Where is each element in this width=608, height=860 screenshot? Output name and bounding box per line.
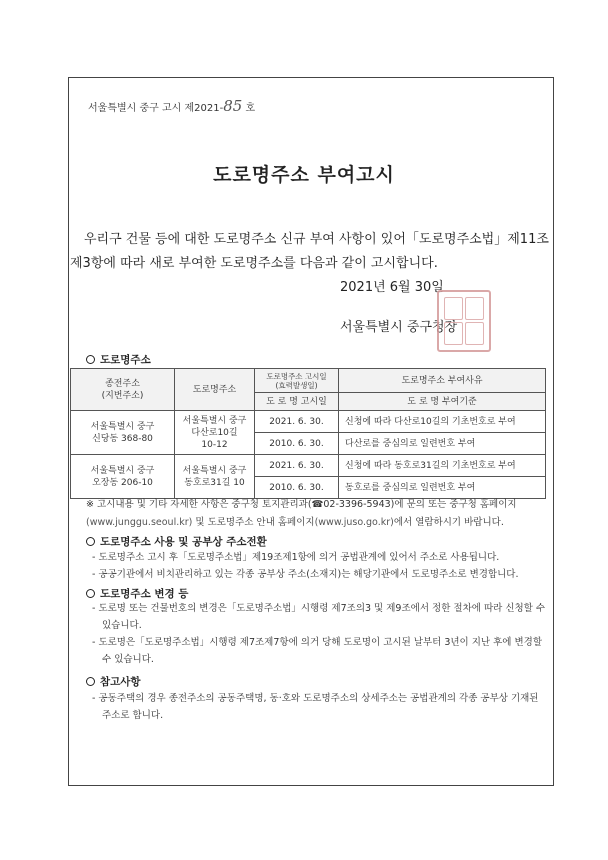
- cell-reason: 다산로를 중심의로 일련번호 부여: [339, 433, 546, 455]
- section-change: [86, 586, 188, 601]
- cell-reason: 신청에 따라 다산로10길의 기초번호로 부여: [339, 411, 546, 433]
- cell-notice-date: 2021. 6. 30.: [255, 411, 339, 433]
- note-star: ※: [86, 499, 94, 510]
- cell-notice-date: 2010. 6. 30.: [255, 433, 339, 455]
- cell-road-address: 서울특별시 중구 다산로10길 10-12: [175, 411, 255, 455]
- note-text: 고시내용 및 기타 자세한 사항은 중구청 토지관리과(☎02-3396-5943)에 문의 또는 중구청 홈페이지: [97, 499, 517, 510]
- header-lot-address: 종전주소 (지번주소): [71, 369, 175, 411]
- header-sub-notice: 도 로 명 고시일: [255, 393, 339, 411]
- list-item: - 공동주택의 경우 종전주소의 공동주택명, 동·호와 도로명주소의 상세주소는 공법관계의 각종 공부상 기재된 주소로 합니다.: [92, 693, 539, 721]
- notice-number-prefix: 서울특별시 중구 고시 제2021-: [88, 103, 224, 114]
- juso-homepage-link[interactable]: (www.juso.go.kr): [314, 517, 394, 528]
- list-item: - 도로명은「도로명주소법」시행령 제7조제7항에 의거 당해 도로명이 고시된 날부터 3년이 지난 후에 변경할 수 있습니다.: [92, 637, 543, 665]
- cell-reason: 신청에 따라 동호로31길의 기초번호로 부여: [339, 455, 546, 477]
- circle-bullet-icon: [86, 537, 95, 546]
- section-title-text: 도로명주소 사용 및 공부상 주소전환: [100, 536, 267, 548]
- circle-bullet-icon: [86, 677, 95, 686]
- circle-bullet-icon: [86, 589, 95, 598]
- list-item: - 공공기관에서 비치관리하고 있는 각종 공부상 주소(소재지)는 해당기관에서 도로명주소로 변경합니다.: [92, 569, 519, 580]
- list-item: - 도로명 또는 건물번호의 변경은「도로명주소법」시행령 제7조의3 및 제9조에서 정한 절차에 따라 신청할 수 있습니다.: [92, 603, 546, 631]
- reference-list: [92, 690, 547, 724]
- note-text: 에서 열람하시기 바랍니다.: [393, 517, 504, 528]
- header-sub-reason: 도 로 명 부여기준: [339, 393, 546, 411]
- table-row: [71, 411, 546, 433]
- section-title-text: 참고사항: [100, 676, 141, 688]
- cell-lot-address: 서울특별시 중구 신당동 368-80: [71, 411, 175, 455]
- note-text: 및 도로명주소 안내 홈페이지: [192, 517, 315, 528]
- circle-bullet-icon: [86, 355, 95, 364]
- cell-road-address: 서울특별시 중구 동호로31길 10: [175, 455, 255, 499]
- change-list: [92, 600, 547, 668]
- notice-date: 2021년 6월 30일: [340, 280, 444, 295]
- cell-notice-date: 2010. 6. 30.: [255, 477, 339, 499]
- list-item: - 도로명주소 고시 후「도로명주소법」제19조제1항에 의거 공법관계에 있어서 주소로 사용됩니다.: [92, 552, 500, 563]
- section-title-text: 도로명주소: [100, 354, 151, 366]
- document-title: 도로명주소 부여고시: [213, 164, 395, 186]
- signer: 서울특별시 중구청장: [340, 320, 458, 335]
- contact-note: [86, 496, 546, 532]
- cell-notice-date: 2021. 6. 30.: [255, 455, 339, 477]
- cell-lot-address: 서울특별시 중구 오장동 206-10: [71, 455, 175, 499]
- body-text: [70, 228, 550, 276]
- body-paragraph: 우리구 건물 등에 대한 도로명주소 신규 부여 사항이 있어「도로명주소법」제11조 제3항에 따라 새로 부여한 도로명주소를 다음과 같이 고시합니다.: [70, 232, 549, 271]
- section-usage: [86, 534, 267, 549]
- junggu-homepage-link[interactable]: (www.junggu.seoul.kr): [86, 517, 193, 528]
- cell-reason: 동호로를 중심의로 일련번호 부여: [339, 477, 546, 499]
- official-seal-stamp: [437, 290, 491, 352]
- section-reference: [86, 674, 141, 689]
- section-title-text: 도로명주소 변경 등: [100, 588, 189, 600]
- notice-number-suffix: 호: [245, 103, 256, 114]
- header-road-address: 도로명주소: [175, 369, 255, 411]
- notice-number: [88, 97, 255, 115]
- header-notice-date: 도로명주소 고시일 (효력발생일): [255, 369, 339, 393]
- usage-list: [92, 549, 547, 583]
- table-row: [71, 455, 546, 477]
- header-reason: 도로명주소 부여사유: [339, 369, 546, 393]
- notice-number-handwritten: 85: [223, 97, 243, 115]
- section-road-address: [86, 352, 151, 367]
- address-table: [70, 368, 546, 499]
